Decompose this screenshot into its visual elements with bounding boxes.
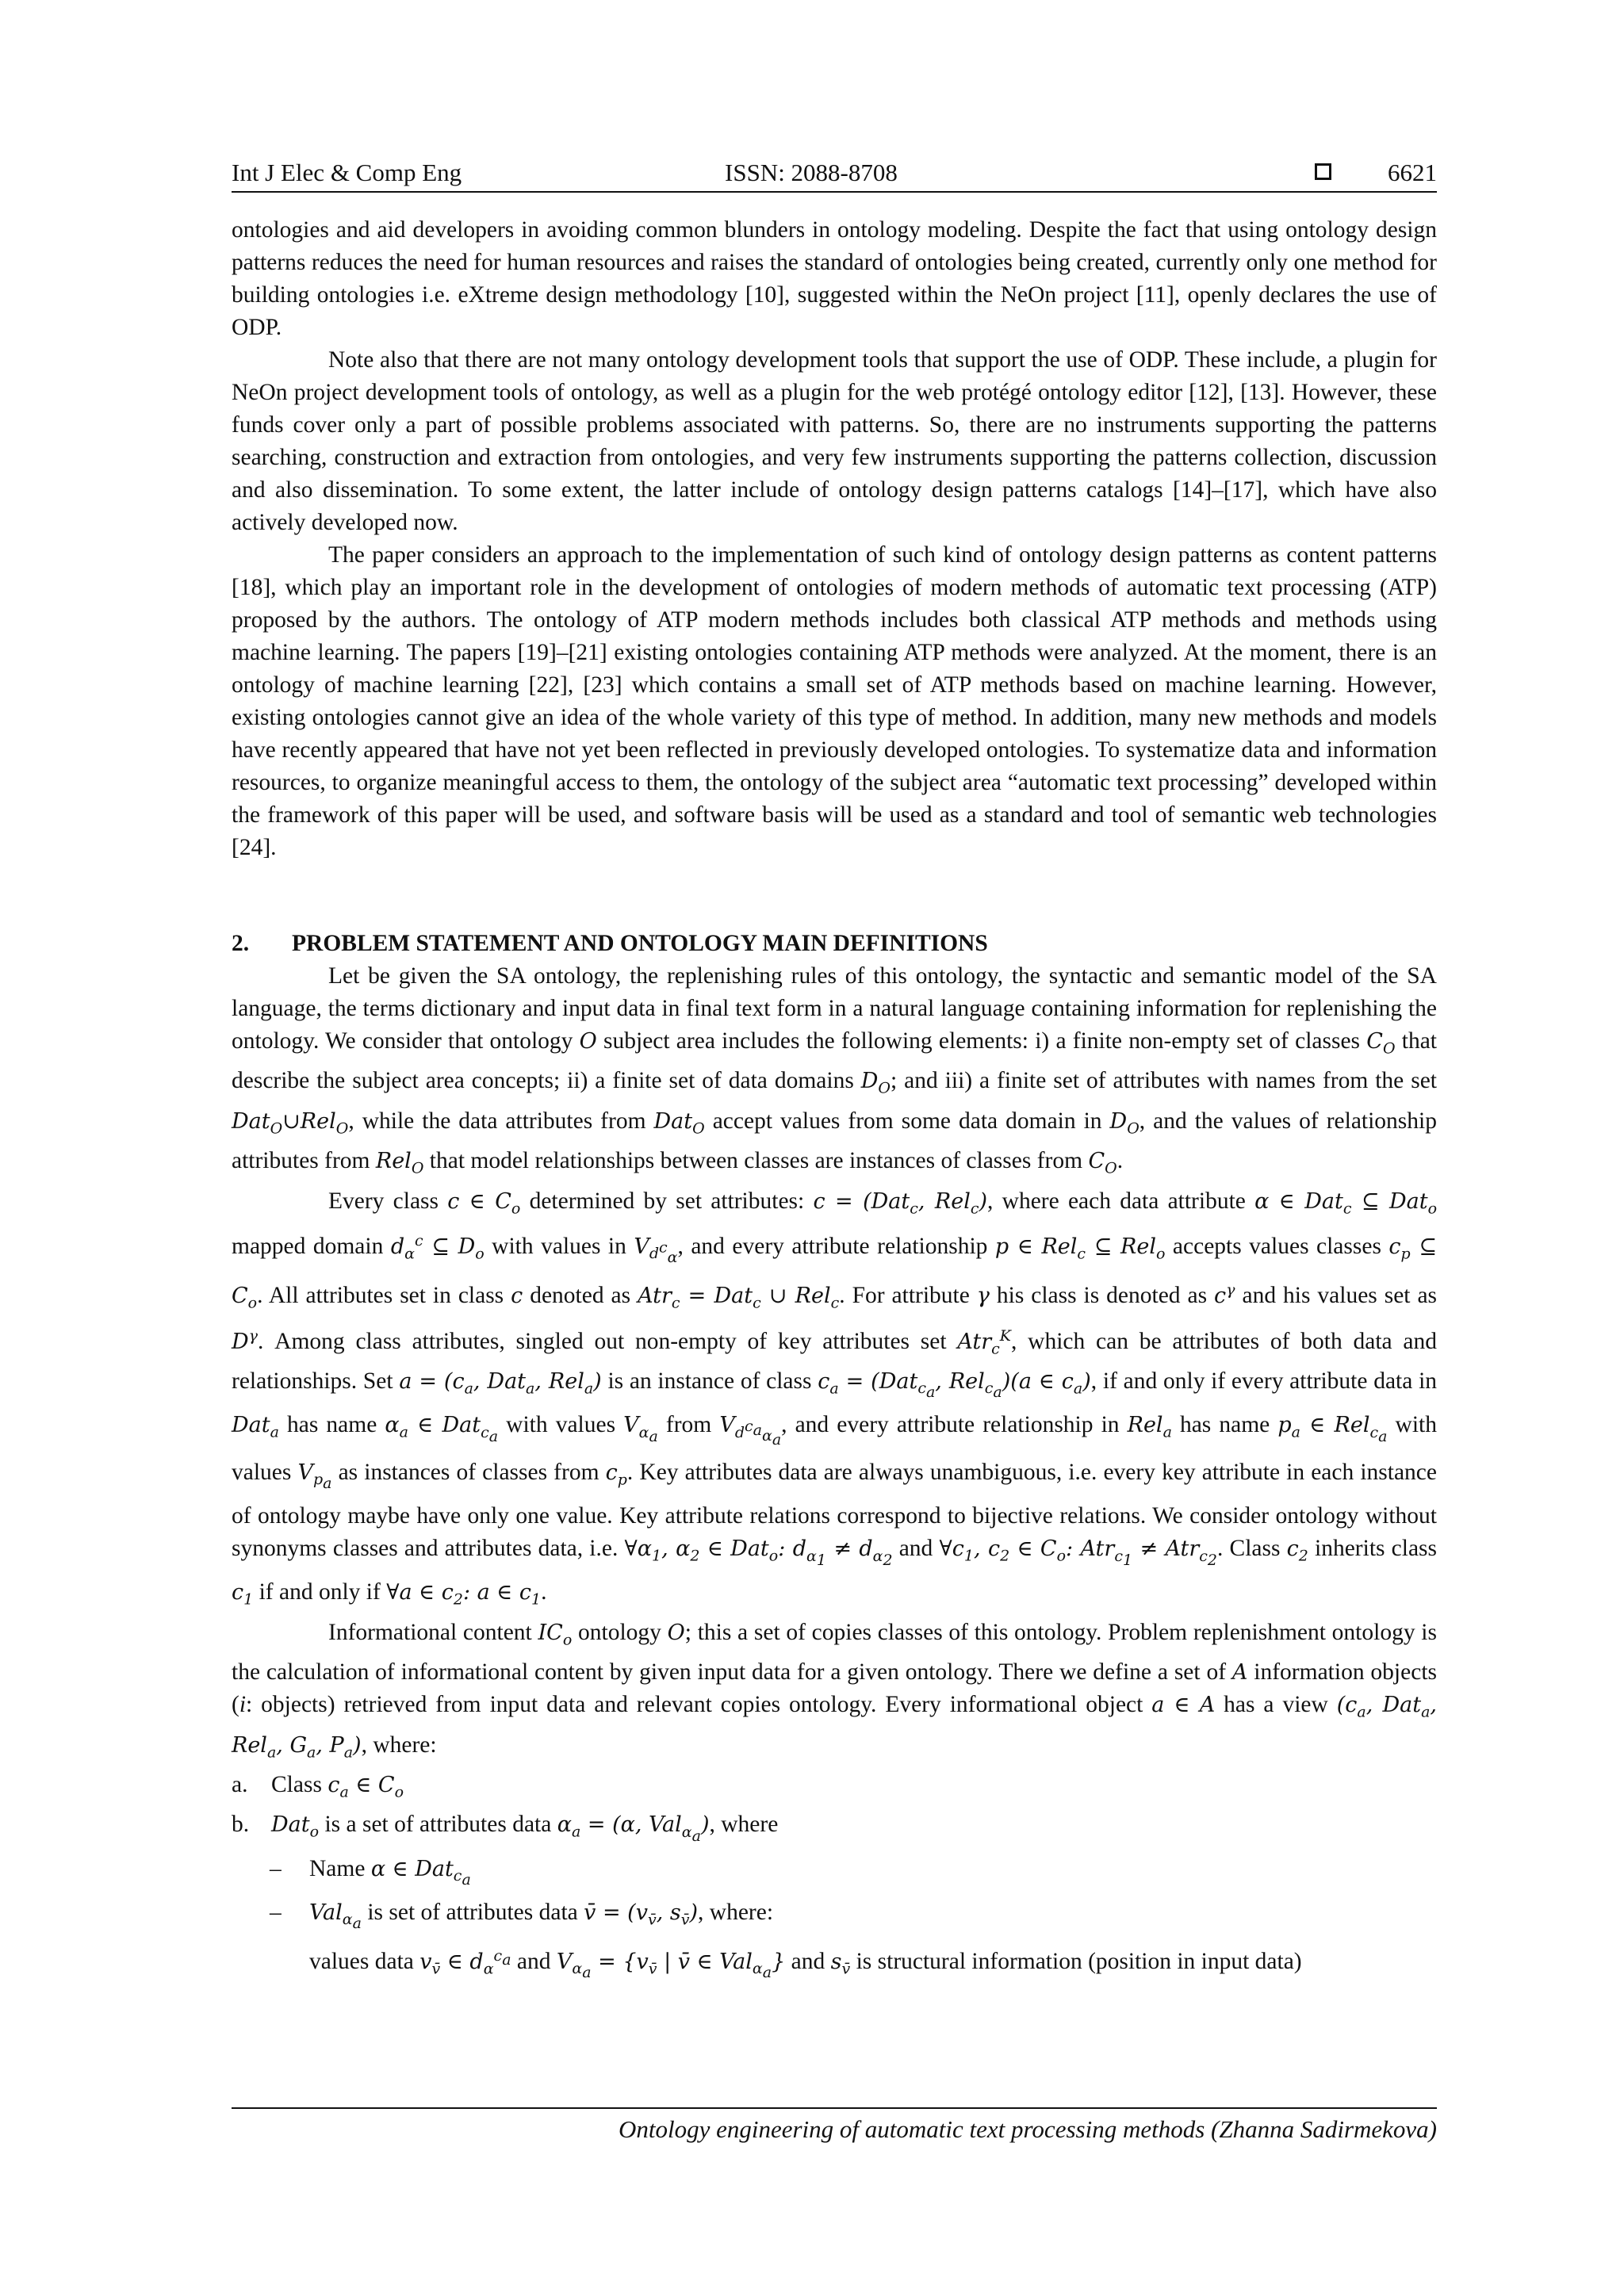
list-item-a: a. Class $c_a$ ∈ $C_o$ (232, 1772, 404, 1801)
footer-rule (232, 2107, 1437, 2109)
section-title: PROBLEM STATEMENT AND ONTOLOGY MAIN DEFINITIONS (292, 931, 988, 956)
sub-item-name: – Name α ∈ Dat$_{c_a}$ (270, 1855, 471, 1888)
running-header (232, 157, 1437, 189)
intro-paragraph-1: ontologies and aid developers in avoiding common blunders in ontology modeling. Despite the fact that using ontology design patterns reduces the need for human resources and raises the standard of ontologies being created, currently only one method for building ontologies i.e. eXtreme design methodology [10], suggested within the NeOn project [11], openly declares the use of ODP. (232, 217, 1437, 340)
intro-paragraph-2: Note also that there are not many ontology development tools that support the use of ODP. These include, a plugin for NeOn project development tools of ontology, as well as a plugin for the web protégé ontology editor [12], [13]. However, these funds cover only a part of possible problems associated with patterns. So, there are no instruments supporting the patterns searching, construction and extraction from ontologies, and very few instruments supporting the patterns collection, discussion and also dissemination. To some extent, the latter include of ontology design patterns catalogs [14]–[17], which have also actively developed now. (232, 347, 1437, 535)
header-rule (232, 191, 1437, 193)
intro-paragraph-3: The paper considers an approach to the implementation of such kind of ontology design patterns as content patterns [18], which play an important role in the development of ontologies of modern methods of automatic text processing (ATP) proposed by the authors. The ontology of ATP modern methods includes both classical ATP methods and methods using machine learning. The papers [19]–[21] existing ontologies containing ATP methods were analyzed. At the moment, there is an ontology of machine learning [22], [23] which contains a small set of ATP methods based on machine learning. However, existing ontologies cannot give an idea of the whole variety of this type of method. In addition, many new methods and models have recently appeared that have not yet been reflected in previously developed ontologies. To systematize data and information resources, to organize meaningful access to them, the ontology of the subject area “automatic text processing” developed within the framework of this paper will be used, and software basis will be used as a standard and tool of semantic web technologies [24]. (232, 542, 1437, 860)
section-paragraph-3: Informational content $IC_o$ ontology O; this a set of copies classes of this ontology. Problem replenishment ontology is the calculation of informational content by given input data for a given ontology. There we define a set of A information objects (i: objects) retrieved from input data and relevant copies ontology. Every informational object a ∈ A has a view ($c_a$, Dat$_a$, Rel$_a$, $G_a$, $P_a$), where: (232, 1619, 1438, 1762)
section-paragraph-1: Let be given the SA ontology, the replenishing rules of this ontology, the syntactic and semantic model of the SA language, the terms dictionary and input data in final text form in a natural language containing information for replenishing the ontology. We consider that ontology O subject area includes the following elements: i) a finite non-empty set of classes $C_O$ that describe the subject area concepts; ii) a finite set of data domains $D_O$; and iii) a finite set of attributes with names from the set Dat$_O$∪Rel$_O$, while the data attributes from Dat$_O$ accept values from some data domain in $D_O$, and the values of relationship attributes from Rel$_O$ that model relationships between classes are instances of classes from $C_O$. (232, 963, 1437, 1177)
running-footer: Ontology engineering of automatic text processing methods (Zhanna Sadirmekova) (618, 2115, 1437, 2143)
section-number: 2. (232, 931, 250, 956)
section-paragraph-2: Every class c ∈ $C_o$ determined by set attributes: c = (Dat$_c$, Rel$_c$), where each data attribute α ∈ Dat$_c$ ⊆ Dat$_o$ mapped domain $d_\alpha^c$ ⊆ $D_o$ with values in $V_{d^c_\alpha}$, and every attribute relationship p ∈ Rel$_c$ ⊆ Rel$_o$ accepts values classes $c_p$ ⊆ $C_o$. All attributes set in class c denoted as Atr$_c$ = Dat$_c$ ∪ Rel$_c$. For attribute γ his class is denoted as $c^\gamma$ and his values set as $D^\gamma$. Among class attributes, singled out non-empty of key attributes set Atr$_c^K$, which can be attributes of both data and relationships. Set $a = (c_a$, Dat$_a$, Rel$_a$) is an instance of class $c_a = (Dat_{c_a}$, Rel$_{c_a}$)(a ∈ $c_a$), if and only if every attribute data in Dat$_a$ has name $\alpha_a$ ∈ Dat$_{c_a}$ with values $V_{\alpha_a}$ from $V_{d^{c_a}_{\alpha_a}}$, and every attribute relationship in Rel$_a$ has name $p_a$ ∈ Rel$_{c_a}$ with values $V_{p_a}$ as instances of classes from $c_p$. Key attributes data are always unambiguous, i.e. every key attribute in each instance of ontology maybe have only one value. Key attribute relations correspond to bijective relations. We consider ontology without synonyms classes and attributes data, i.e. $\forall\alpha_1$, $\alpha_2$ ∈ Dat$_o$: $d_{\alpha_1} \ne d_{\alpha_2}$ and $\forall c_1$, $c_2$ ∈ $C_o$: Atr$_{c_1}$ ≠ Atr$_{c_2}$. Class $c_2$ inherits class $c_1$ if and only if ∀a ∈ $c_2$: a ∈ $c_1$. (232, 1188, 1438, 1609)
issn: ISSN: 2088-8708 (725, 159, 898, 186)
sub-item-values-data: values data $v_{v̄}$ ∈ $d_\alpha^{c_a}$ and $V_{\alpha_a} = \{v_{v̄}$ | v̄ ∈ Val$_{\alpha_a}$} and $s_{v̄}$ is structural information (position in input data) (309, 1946, 1302, 1982)
section-heading (232, 928, 1437, 960)
journal-name: Int J Elec & Comp Eng (232, 159, 462, 186)
body-text (232, 214, 1437, 1989)
page-number: 6621 (1388, 159, 1437, 186)
sub-item-val: – Val$_{\alpha_a}$ is set of attributes data v̄ = ($v_{v̄}$, $s_{v̄}$), where: (270, 1899, 774, 1932)
checkbox-icon (1315, 163, 1331, 180)
list-item-b: b. Dat$_o$ is a set of attributes data $\alpha_a = (\alpha$, Val$_{\alpha_a}$), where (232, 1812, 779, 1845)
